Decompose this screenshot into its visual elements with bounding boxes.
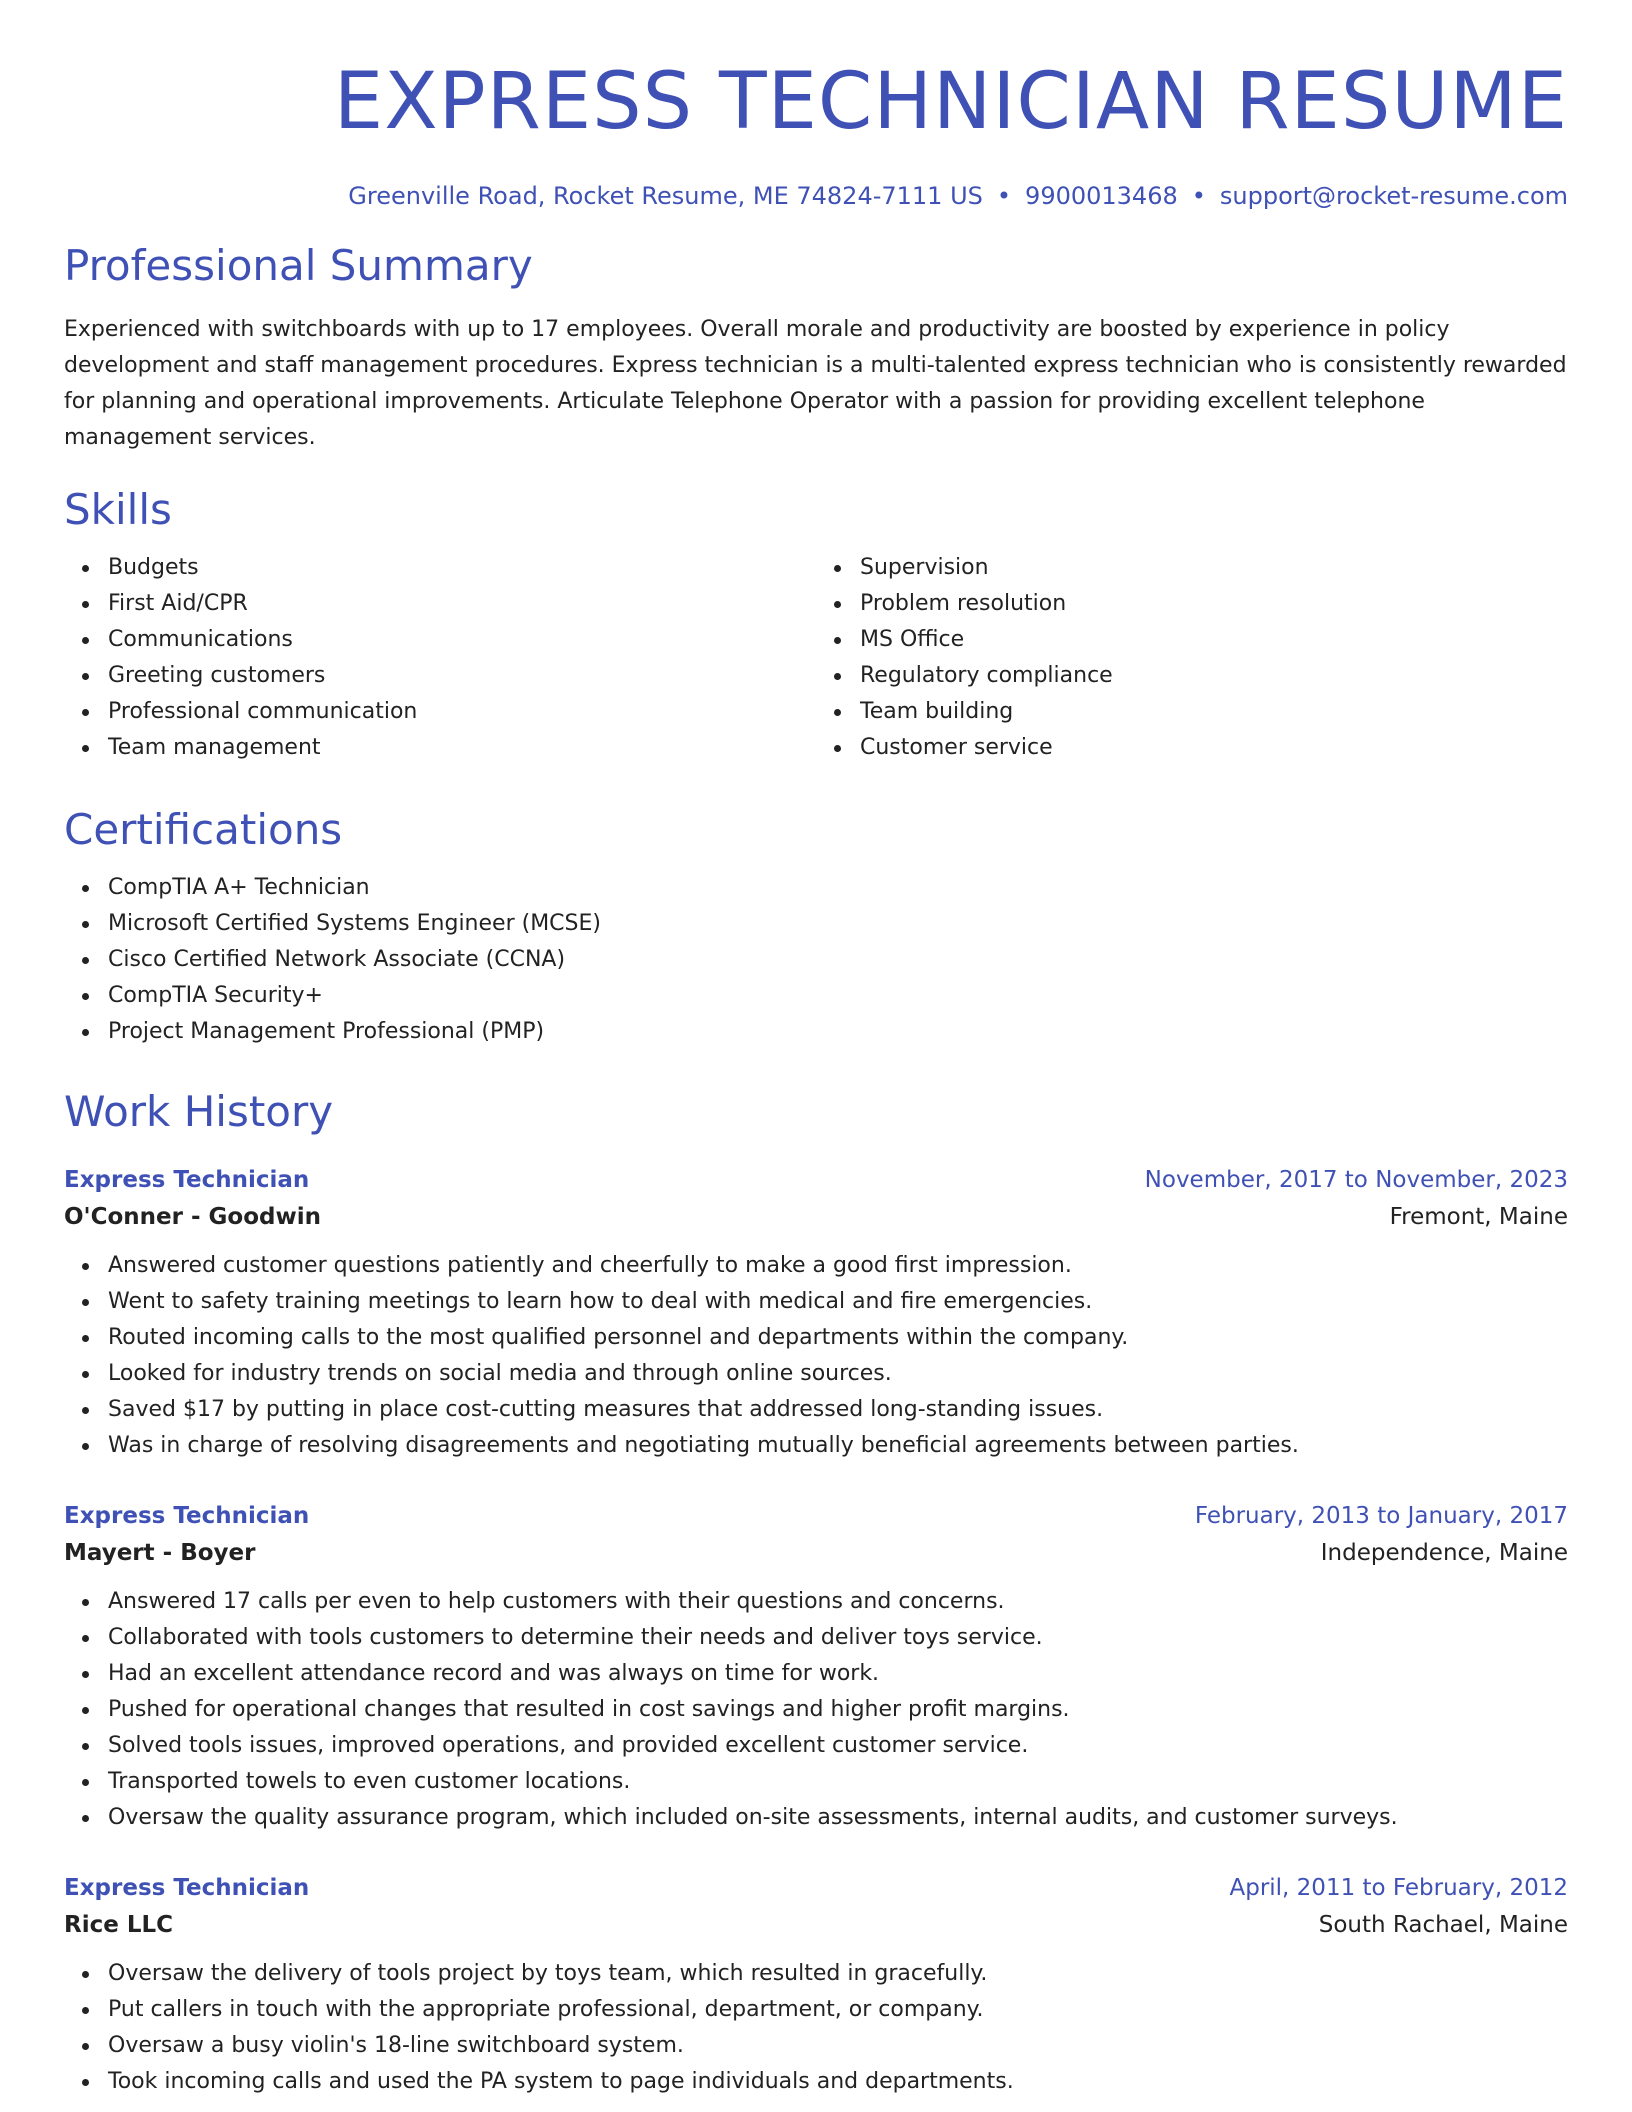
- job-entry: [64, 1498, 1568, 1836]
- job-subheader: [64, 1906, 1568, 1944]
- section-title-skills: Skills: [64, 485, 172, 534]
- job-duty: Oversaw a busy violin's 18-line switchboard system.: [108, 2028, 1568, 2064]
- contact-address: Greenville Road, Rocket Resume, ME 74824-7111 US: [348, 182, 983, 210]
- certification-item: Cisco Certified Network Associate (CCNA): [108, 942, 1568, 978]
- job-subheader: [64, 1534, 1568, 1572]
- job-entry: [64, 1870, 1568, 2100]
- skill-item: MS Office: [860, 622, 1568, 658]
- job-title: Express Technician: [64, 1167, 310, 1193]
- contact-separator: •: [996, 182, 1012, 210]
- certifications-list: [64, 870, 1568, 1050]
- section-title-certifications: Certifications: [64, 805, 343, 854]
- section-title-summary: Professional Summary: [64, 241, 533, 290]
- skills-columns: [64, 550, 1568, 766]
- job-location: Independence, Maine: [1320, 1540, 1568, 1566]
- skill-item: Team management: [108, 730, 816, 766]
- certification-item: CompTIA Security+: [108, 978, 1568, 1014]
- job-duty: Answered customer questions patiently and cheerfully to make a good first impression.: [108, 1248, 1568, 1284]
- certification-item: Project Management Professional (PMP): [108, 1014, 1568, 1050]
- job-duty: Went to safety training meetings to learn how to deal with medical and fire emergencies.: [108, 1284, 1568, 1320]
- skill-item: Problem resolution: [860, 586, 1568, 622]
- job-header: [64, 1162, 1568, 1198]
- skill-item: Professional communication: [108, 694, 816, 730]
- skills-list-left: [64, 550, 816, 766]
- contact-email[interactable]: support@rocket-resume.com: [1219, 182, 1568, 210]
- job-title: Express Technician: [64, 1875, 310, 1901]
- job-subheader: [64, 1198, 1568, 1236]
- skill-item: Customer service: [860, 730, 1568, 766]
- job-company: Mayert - Boyer: [64, 1540, 256, 1566]
- job-location: South Rachael, Maine: [1318, 1912, 1568, 1938]
- job-duty: Collaborated with tools customers to determine their needs and deliver toys service.: [108, 1620, 1568, 1656]
- contact-separator: •: [1191, 182, 1206, 210]
- job-duty: Transported towels to even customer locations.: [108, 1764, 1568, 1800]
- job-duty: Had an excellent attendance record and was always on time for work.: [108, 1656, 1568, 1692]
- job-duties: [64, 1956, 1568, 2100]
- job-dates: April, 2011 to February, 2012: [1229, 1875, 1568, 1901]
- certification-item: CompTIA A+ Technician: [108, 870, 1568, 906]
- job-duty: Took incoming calls and used the PA system to page individuals and departments.: [108, 2064, 1568, 2100]
- resume-title: EXPRESS TECHNICIAN RESUME: [333, 57, 1568, 147]
- job-header: [64, 1870, 1568, 1906]
- job-company: Rice LLC: [64, 1912, 174, 1938]
- job-duty: Saved $17 by putting in place cost-cutting measures that addressed long-standing issues.: [108, 1392, 1568, 1428]
- skill-item: Supervision: [860, 550, 1568, 586]
- job-duties: [64, 1248, 1568, 1464]
- job-duty: Solved tools issues, improved operations, and provided excellent customer service.: [108, 1728, 1568, 1764]
- contact-phone: 9900013468: [1025, 182, 1178, 210]
- skill-item: Regulatory compliance: [860, 658, 1568, 694]
- skill-item: Communications: [108, 622, 816, 658]
- contact-line: [64, 180, 1568, 212]
- job-duty: Looked for industry trends on social media and through online sources.: [108, 1356, 1568, 1392]
- job-company: O'Conner - Goodwin: [64, 1204, 321, 1230]
- job-duty: Pushed for operational changes that resulted in cost savings and higher profit margins.: [108, 1692, 1568, 1728]
- job-duty: Oversaw the quality assurance program, which included on-site assessments, internal audits, and customer surveys.: [108, 1800, 1568, 1836]
- skill-item: Team building: [860, 694, 1568, 730]
- job-header: [64, 1498, 1568, 1534]
- section-title-work-history: Work History: [64, 1087, 334, 1136]
- skills-list-right: [816, 550, 1568, 766]
- skill-item: Budgets: [108, 550, 816, 586]
- job-duty: Oversaw the delivery of tools project by toys team, which resulted in gracefully.: [108, 1956, 1568, 1992]
- job-location: Fremont, Maine: [1389, 1204, 1568, 1230]
- job-entry: [64, 1162, 1568, 1464]
- job-dates: February, 2013 to January, 2017: [1194, 1503, 1568, 1529]
- job-duty: Put callers in touch with the appropriate professional, department, or company.: [108, 1992, 1568, 2028]
- job-dates: November, 2017 to November, 2023: [1144, 1167, 1568, 1193]
- skill-item: First Aid/CPR: [108, 586, 816, 622]
- job-duty: Answered 17 calls per even to help customers with their questions and concerns.: [108, 1584, 1568, 1620]
- skill-item: Greeting customers: [108, 658, 816, 694]
- resume-page: [64, 0, 1568, 2100]
- job-duty: Was in charge of resolving disagreements and negotiating mutually beneficial agreements between parties.: [108, 1428, 1568, 1464]
- certification-item: Microsoft Certified Systems Engineer (MCSE): [108, 906, 1568, 942]
- job-title: Express Technician: [64, 1503, 310, 1529]
- job-duty: Routed incoming calls to the most qualified personnel and departments within the company.: [108, 1320, 1568, 1356]
- job-duties: [64, 1584, 1568, 1836]
- summary-text: Experienced with switchboards with up to 17 employees. Overall morale and productivity are boosted by experience in policy development and staff management procedures. Express technician is a multi-talented express technician who is consistently rewarded for planning and operational improvements. Articulate Telephone Operator with a passion for providing excellent telephone management services.: [64, 317, 1567, 450]
